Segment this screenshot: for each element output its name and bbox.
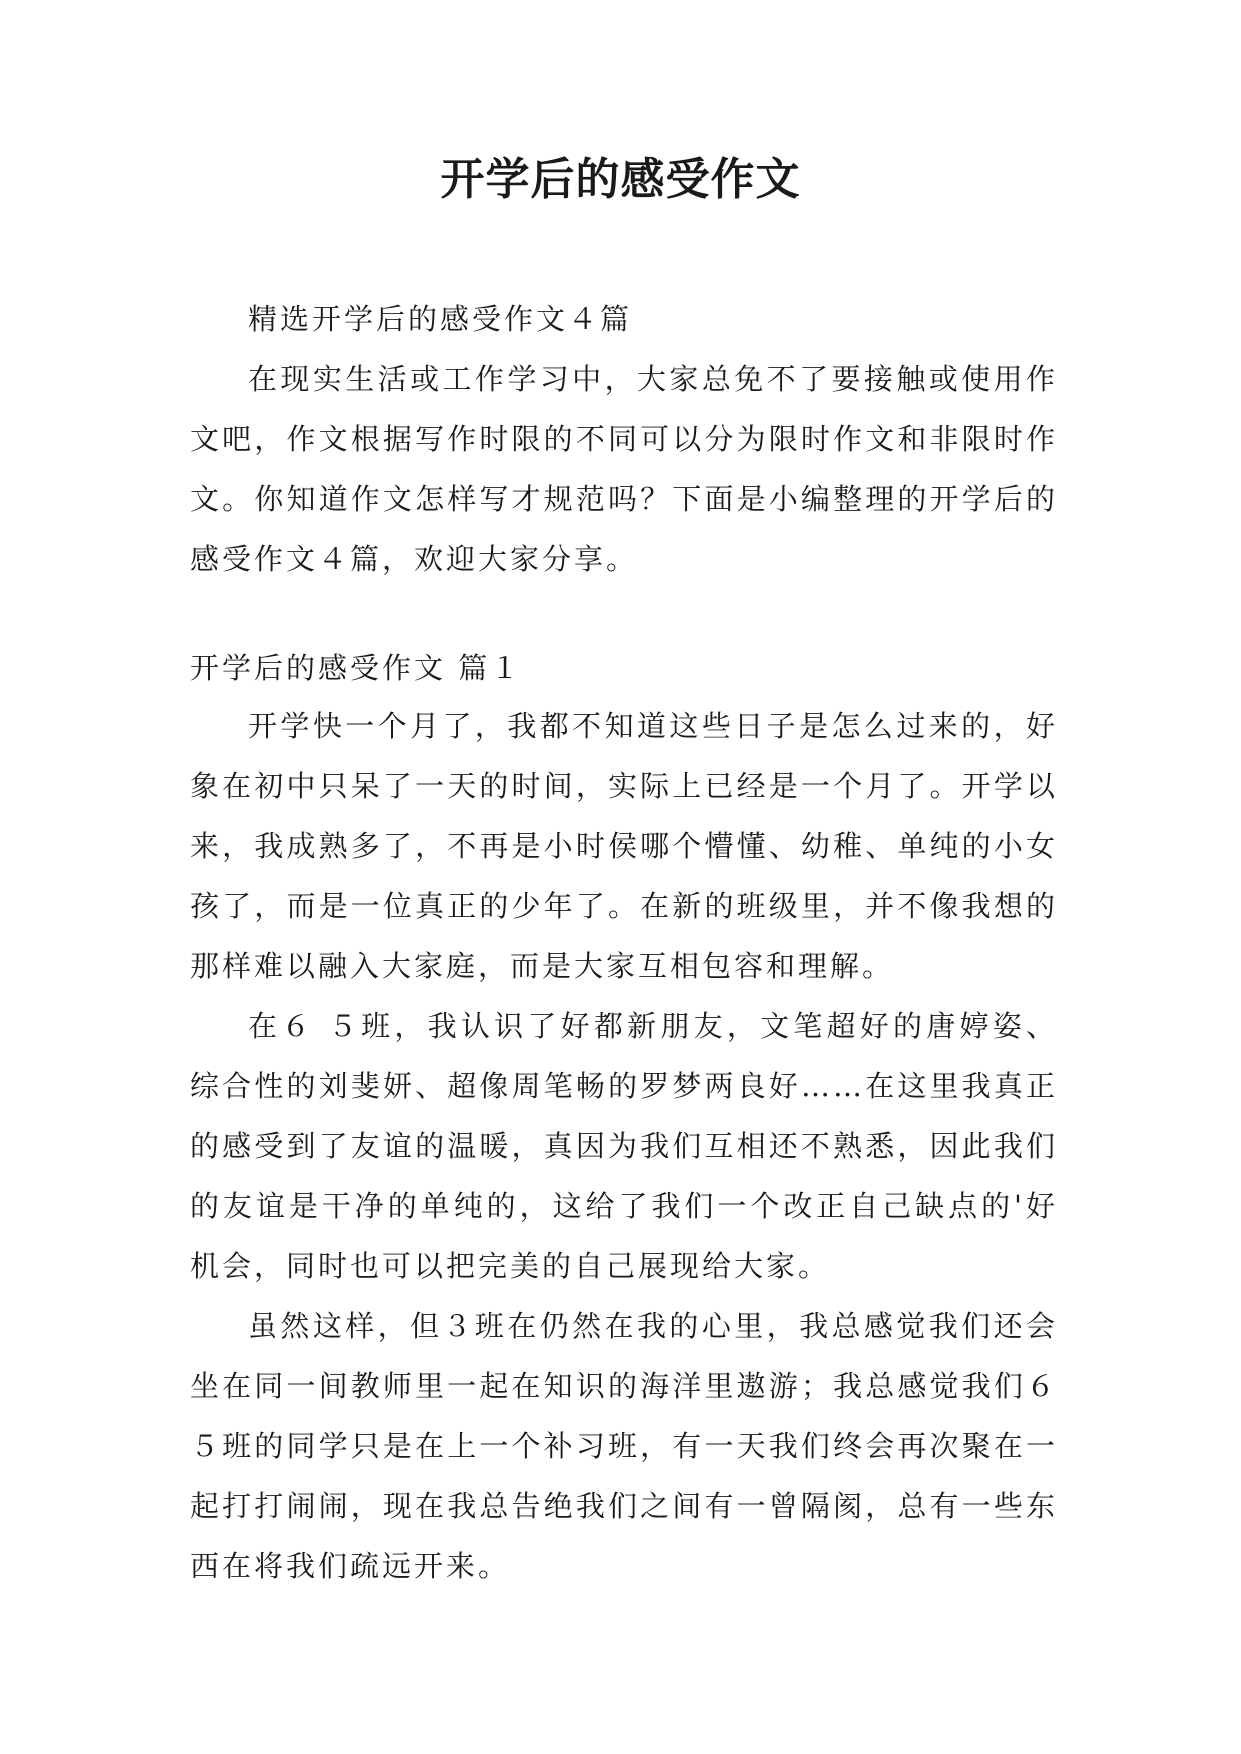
- section-1-heading: 开学后的感受作文 篇１: [190, 651, 523, 685]
- section-1-paragraph: 在６ ５班，我认识了好都新朋友，文笔超好的唐婷姿、综合性的刘斐妍、超像周笔畅的罗梦两良好……在这里我真正的感受到了友谊的温暖，真因为我们互相还不熟悉，因此我们的友谊是干净的单纯的，这给了我们一个改正自己缺点的'好机会，同时也可以把完美的自己展现给大家。: [190, 1009, 1058, 1283]
- intro-paragraph: 在现实生活或工作学习中，大家总免不了要接触或使用作文吧，作文根据写作时限的不同可以分为限时作文和非限时作文。你知道作文怎样写才规范吗？下面是小编整理的开学后的感受作文４篇，欢迎大家分享。: [190, 362, 1058, 576]
- document-subtitle: 精选开学后的感受作文４篇: [248, 302, 633, 336]
- section-1-paragraph: 开学快一个月了，我都不知道这些日子是怎么过来的，好象在初中只呆了一天的时间，实际上已经是一个月了。开学以来，我成熟多了，不再是小时侯哪个懵懂、幼稚、单纯的小女孩了，而是一位真正的少年了。在新的班级里，并不像我想的那样难以融入大家庭，而是大家互相包容和理解。: [190, 709, 1058, 983]
- document-title: 开学后的感受作文: [440, 154, 801, 205]
- intro-block: [190, 289, 1058, 589]
- section-1-paragraph: 虽然这样，但３班在仍然在我的心里，我总感觉我们还会坐在同一间教师里一起在知识的海洋里遨游；我总感觉我们６ ５班的同学只是在上一个补习班，有一天我们终会再次聚在一起打打闹闹，现在我总告绝我们之间有一曾隔阂，总有一些东西在将我们疏远开来。: [190, 1309, 1058, 1583]
- section-1-body: [190, 696, 1058, 1596]
- section-1-heading-block: [190, 638, 1058, 698]
